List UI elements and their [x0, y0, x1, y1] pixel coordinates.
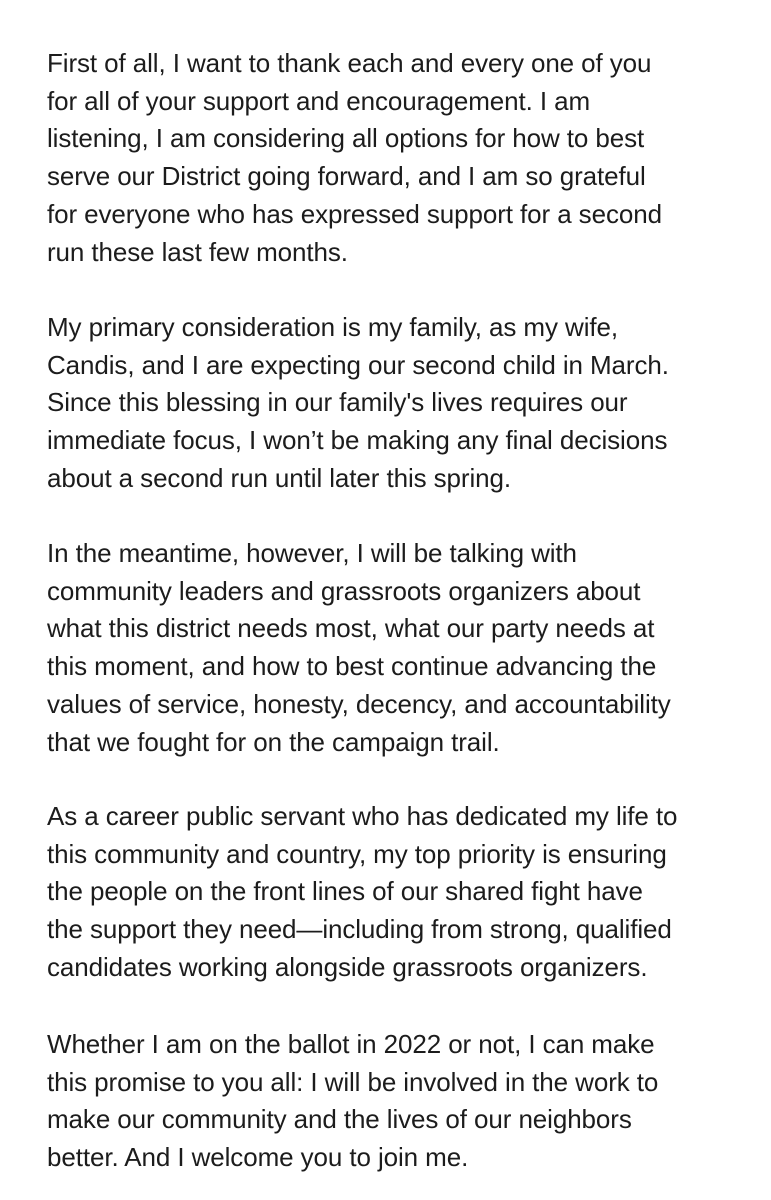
paragraph-public-servant: [47, 798, 677, 987]
text-line: Whether I am on the ballot in 2022 or not, I can make: [47, 1029, 655, 1059]
text-line: make our community and the lives of our neighbors: [47, 1104, 632, 1135]
paragraph-thanks: [47, 45, 662, 271]
text-line: better. And I welcome you to join me.: [47, 1142, 469, 1173]
paragraph-meantime: [47, 535, 671, 761]
text-line: As a career public servant who has dedicated my life to: [47, 801, 678, 831]
text-line: Candis, and I are expecting our second child in March.: [47, 349, 669, 380]
text-line: what this district needs most, what our party needs at: [47, 613, 655, 644]
text-line: about a second run until later this spring.: [47, 462, 511, 493]
text-line: First of all, I want to thank each and every one of you: [47, 48, 652, 78]
paragraph-family: [47, 309, 669, 498]
text-line: Since this blessing in our family's lives requires our: [47, 387, 628, 418]
text-line: In the meantime, however, I will be talking with: [47, 538, 577, 568]
text-line: listening, I am considering all options for how to best: [47, 123, 645, 154]
text-line: the people on the front lines of our shared fight have: [47, 876, 643, 907]
text-line: this promise to you all: I will be involved in the work to: [47, 1066, 659, 1097]
text-line: immediate focus, I won’t be making any final decisions: [47, 425, 668, 456]
text-line: candidates working alongside grassroots organizers.: [47, 951, 648, 982]
paragraph-promise: [47, 1026, 658, 1177]
text-line: that we fought for on the campaign trail.: [47, 726, 500, 757]
text-line: run these last few months.: [47, 236, 348, 267]
text-line: for all of your support and encouragement. I am: [47, 85, 591, 116]
text-line: community leaders and grassroots organizers about: [47, 575, 641, 606]
text-line: for everyone who has expressed support for a second: [47, 198, 662, 229]
text-line: this community and country, my top priority is ensuring: [47, 838, 667, 869]
text-line: the support they need—including from strong, qualified: [47, 914, 672, 945]
text-line: My primary consideration is my family, as my wife,: [47, 312, 618, 342]
text-line: values of service, honesty, decency, and accountability: [47, 688, 671, 719]
text-line: serve our District going forward, and I am so grateful: [47, 161, 646, 192]
text-line: this moment, and how to best continue advancing the: [47, 651, 657, 682]
